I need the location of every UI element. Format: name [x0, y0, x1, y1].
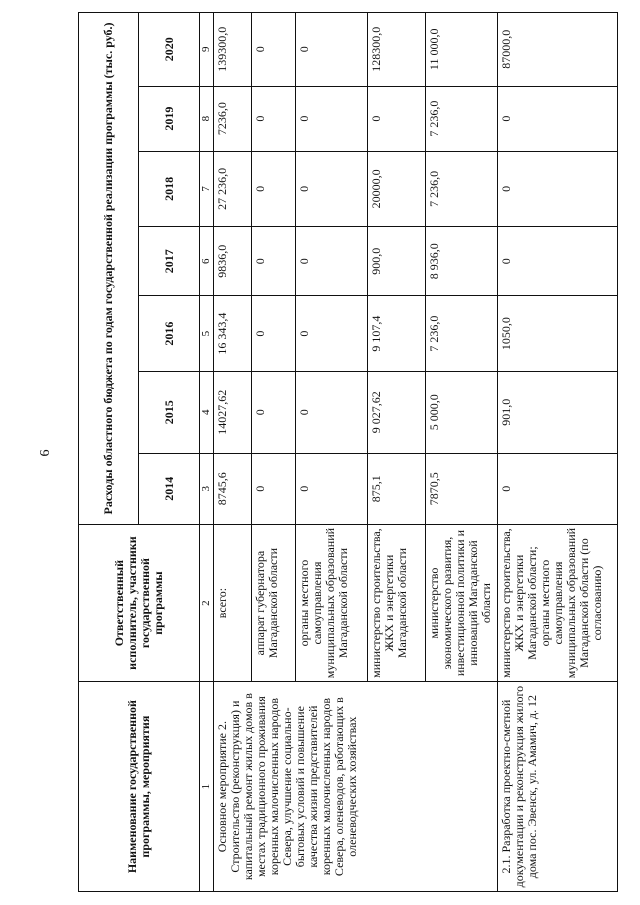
value-cell: 0	[368, 86, 426, 151]
index-2: 2	[199, 524, 213, 681]
value-cell: 5 000,0	[426, 371, 498, 453]
executor-cell: министерство строительства, ЖКХ и энергетики Магаданской области; органы местного самоуправления муниципальных образований Магаданской области (по согласованию)	[498, 524, 618, 681]
value-cell: 0	[498, 151, 618, 227]
executor-cell: министерство экономического развития, инвестиционной политики и инноваций Магаданской области	[426, 524, 498, 681]
value-cell: 0	[296, 371, 368, 453]
value-cell: 20000,0	[368, 151, 426, 227]
year-2015: 2015	[139, 371, 199, 453]
index-1: 1	[199, 682, 213, 892]
executor-cell: аппарат губернатора Магаданской области	[252, 524, 296, 681]
header-executor: Ответственный исполнитель, участники государственной программы	[79, 524, 200, 681]
value-cell: 0	[252, 86, 296, 151]
index-row	[199, 13, 213, 892]
executor-cell: министерство строительства, ЖКХ и энергетики Магаданской области	[368, 524, 426, 681]
index-7: 7	[199, 151, 213, 227]
executor-cell: органы местного самоуправления муниципальных образований Магаданской области	[296, 524, 368, 681]
page-number: 6	[38, 449, 53, 457]
value-cell: 0	[296, 296, 368, 372]
header-name: Наименование государственной программы, мероприятия	[79, 682, 200, 892]
year-2020: 2020	[139, 13, 199, 87]
index-5: 5	[199, 296, 213, 372]
value-cell: 7 236,0	[426, 151, 498, 227]
value-cell: 0	[252, 13, 296, 87]
year-2016: 2016	[139, 296, 199, 372]
value-cell: 0	[252, 453, 296, 524]
value-cell: 14027,62	[213, 371, 251, 453]
value-cell: 0	[252, 227, 296, 296]
value-cell: 7 236,0	[426, 86, 498, 151]
value-cell: 9 107,4	[368, 296, 426, 372]
year-2014: 2014	[139, 453, 199, 524]
value-cell: 9 027,62	[368, 371, 426, 453]
value-cell: 0	[252, 371, 296, 453]
value-cell: 0	[296, 151, 368, 227]
value-cell: 0	[498, 86, 618, 151]
value-cell: 27 236,0	[213, 151, 251, 227]
value-cell: 0	[498, 227, 618, 296]
rotated-table-container	[78, 12, 618, 892]
value-cell: 0	[252, 296, 296, 372]
index-4: 4	[199, 371, 213, 453]
value-cell: 16 343,4	[213, 296, 251, 372]
value-cell: 875,1	[368, 453, 426, 524]
table-row	[498, 13, 618, 892]
header-row-1	[79, 13, 139, 892]
index-6: 6	[199, 227, 213, 296]
table-row	[213, 13, 251, 892]
value-cell: 901,0	[498, 371, 618, 453]
value-cell: 0	[296, 13, 368, 87]
year-2019: 2019	[139, 86, 199, 151]
value-cell: 900,0	[368, 227, 426, 296]
value-cell: 1050,0	[498, 296, 618, 372]
value-cell: 0	[252, 151, 296, 227]
value-cell: 0	[296, 227, 368, 296]
index-9: 9	[199, 13, 213, 87]
value-cell: 8745,6	[213, 453, 251, 524]
value-cell: 139300,0	[213, 13, 251, 87]
value-cell: 7870,5	[426, 453, 498, 524]
value-cell: 7236,0	[213, 86, 251, 151]
year-2018: 2018	[139, 151, 199, 227]
value-cell: 8 936,0	[426, 227, 498, 296]
header-expenses: Расходы областного бюджета по годам государственной реализации программы (тыс. руб.)	[79, 13, 139, 525]
index-3: 3	[199, 453, 213, 524]
value-cell: 11 000,0	[426, 13, 498, 87]
year-2017: 2017	[139, 227, 199, 296]
budget-table	[78, 12, 618, 892]
value-cell: 87000,0	[498, 13, 618, 87]
index-8: 8	[199, 86, 213, 151]
activity-name: Основное мероприятие 2. Строительство (реконструкция) и капитальный ремонт жилых домов в местах традиционного проживания коренных малочисленных народов Севера, улучшение социально-бытовых условий и повышение качества жизни представителей коренных малочисленных народов Севера, оленеводов, работающих в оленеводческих хозяйствах	[213, 682, 497, 892]
value-cell: 7 236,0	[426, 296, 498, 372]
activity-name: 2.1. Разработка проектно-сметной документации и реконструкция жилого дома пос. Эвенск, ул. Амамич, д. 12	[498, 682, 618, 892]
executor-cell: всего:	[213, 524, 251, 681]
value-cell: 0	[296, 453, 368, 524]
value-cell: 0	[498, 453, 618, 524]
value-cell: 9836,0	[213, 227, 251, 296]
value-cell: 128300,0	[368, 13, 426, 87]
value-cell: 0	[296, 86, 368, 151]
